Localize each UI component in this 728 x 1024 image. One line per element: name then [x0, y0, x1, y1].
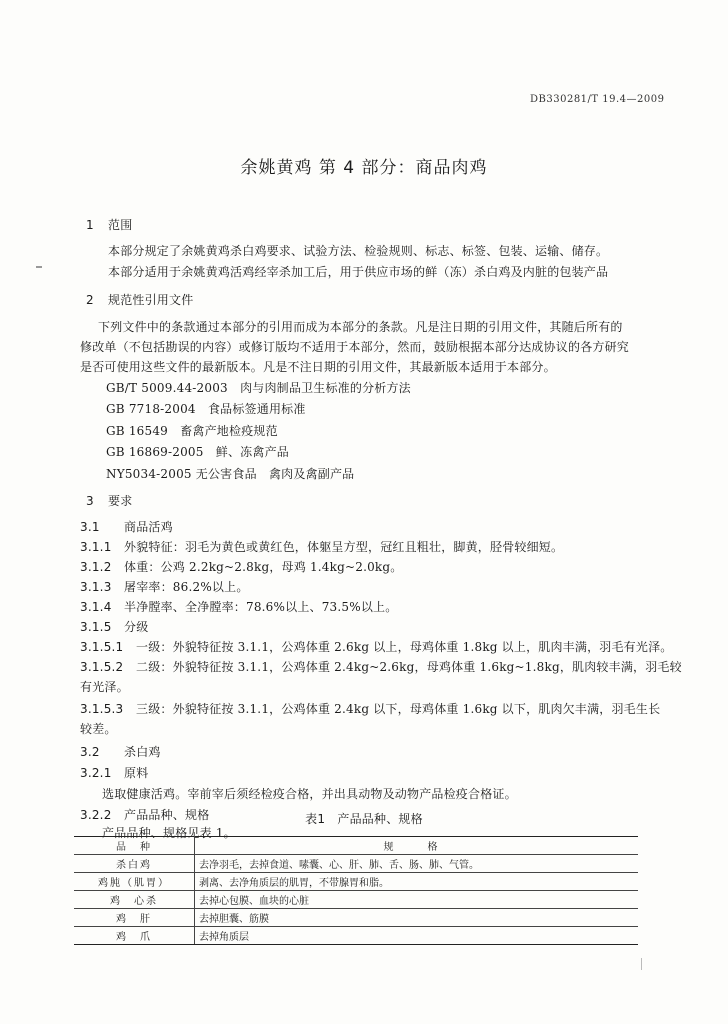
clause-3-2	[80, 745, 161, 759]
section-2-paragraph-line-1: 下列文件中的条款通过本部分的引用而成为本部分的条款。凡是注日期的引用文件，其随后所有的	[98, 320, 623, 334]
clause-text: 二级：外貌特征按 3.1.1，公鸡体重 2.4kg~2.6kg，母鸡体重 1.6kg~1.8kg，肌肉较丰满，羽毛较	[136, 660, 682, 674]
section-title: 规范性引用文件	[108, 293, 194, 307]
clause-3-1-5	[80, 620, 148, 634]
section-2-heading	[86, 293, 193, 307]
section-1-heading	[86, 218, 132, 232]
section-number: 2	[86, 293, 94, 307]
reference-item: GB/T 5009.44-2003 肉与肉制品卫生标准的分析方法	[106, 381, 411, 395]
clause-label: 原料	[124, 766, 149, 780]
clause-number: 3.1.4	[80, 600, 112, 614]
clause-label: 杀白鸡	[124, 745, 161, 759]
clause-text: 一级：外貌特征按 3.1.1，公鸡体重 2.6kg 以上，母鸡体重 1.8kg 以上，肌肉丰满，羽毛有光泽。	[136, 640, 673, 654]
clause-number: 3.1.3	[80, 580, 112, 594]
table-cell: 鸡 肝	[74, 909, 195, 927]
table-cell: 去净羽毛，去掉食道、嗉囊、心、肝、肺、舌、肠、肺、气管。	[195, 855, 639, 873]
clause-continuation: 有光泽。	[80, 680, 129, 694]
reference-item: GB 16869-2005 鲜、冻禽产品	[106, 445, 289, 459]
clause-number: 3.2.2	[80, 808, 112, 822]
clause-number: 3.1.5.2	[80, 660, 124, 674]
clause-3-1-5-1	[80, 640, 672, 654]
table-cell: 去掉胆囊、筋膜	[195, 909, 639, 927]
reference-item: GB 16549 畜禽产地检疫规范	[106, 424, 278, 438]
reference-item: NY5034-2005 无公害食品 禽肉及禽副产品	[106, 467, 355, 481]
table-cell: 去掉角质层	[195, 927, 639, 945]
table-row	[74, 909, 638, 927]
clause-number: 3.1.5.3	[80, 702, 124, 716]
clause-number: 3.1.1	[80, 540, 112, 554]
clause-text: 产品品种、规格见表 1。	[102, 826, 236, 840]
clause-text: 外貌特征：羽毛为黄色或黄红色，体躯呈方型，冠红且粗壮，脚黄，胫骨较细短。	[124, 540, 564, 554]
clause-label: 商品活鸡	[124, 520, 173, 534]
table-row	[74, 855, 638, 873]
scan-artifact	[641, 958, 642, 970]
section-number: 1	[86, 218, 94, 232]
section-3-heading	[86, 494, 132, 508]
section-2-paragraph-line-2: 修改单（不包括勘误的内容）或修订版均不适用于本部分，然而，鼓励根据本部分达成协议的各方研究	[80, 340, 630, 354]
section-1-paragraph-2: 本部分适用于余姚黄鸡活鸡经宰杀加工后，用于供应市场的鲜（冻）杀白鸡及内脏的包装产品	[108, 265, 609, 279]
table-row	[74, 927, 638, 945]
table-cell: 鸡肫（肌胃）	[74, 873, 195, 891]
clause-continuation: 较差。	[80, 722, 117, 736]
clause-3-1	[80, 520, 173, 534]
table-caption: 表1 产品品种、规格	[305, 812, 423, 826]
clause-number: 3.1.5.1	[80, 640, 124, 654]
clause-3-2-1	[80, 766, 148, 780]
clause-3-1-5-2	[80, 660, 682, 674]
table-cell: 去掉心包膜、血块的心脏	[195, 891, 639, 909]
clause-number: 3.2	[80, 745, 100, 759]
table-cell: 杀白鸡	[74, 855, 195, 873]
clause-number: 3.1	[80, 520, 100, 534]
table-cell: 鸡 心杀	[74, 891, 195, 909]
clause-label: 产品品种、规格	[124, 808, 210, 822]
clause-number: 3.1.5	[80, 620, 112, 634]
clause-3-1-3	[80, 580, 249, 594]
clause-text: 半净膛率、全净膛率：78.6%以上、73.5%以上。	[124, 600, 398, 614]
clause-text: 三级：外貌特征按 3.1.1，公鸡体重 2.4kg 以下，母鸡体重 1.6kg 以下，肌肉欠丰满，羽毛生长	[136, 702, 661, 716]
reference-item: GB 7718-2004 食品标签通用标准	[106, 402, 306, 416]
clause-3-1-2	[80, 560, 403, 574]
section-title: 范围	[108, 218, 133, 232]
section-1-paragraph-1: 本部分规定了余姚黄鸡杀白鸡要求、试验方法、检验规则、标志、标签、包装、运输、储存。	[108, 244, 609, 258]
spec-table	[74, 836, 638, 945]
table-row	[74, 891, 638, 909]
clause-3-1-5-3	[80, 702, 660, 716]
clause-text: 分级	[124, 620, 149, 634]
table-row	[74, 873, 638, 891]
table-cell: 剥离、去净角质层的肌胃，不带腺胃和脂。	[195, 873, 639, 891]
scan-margin-mark	[36, 266, 42, 268]
section-number: 3	[86, 494, 94, 508]
table-header-row	[74, 837, 638, 855]
clause-text: 选取健康活鸡。宰前宰后须经检疫合格，并出具动物及动物产品检疫合格证。	[102, 787, 517, 801]
clause-3-1-4	[80, 600, 397, 614]
clause-number: 3.1.2	[80, 560, 112, 574]
section-2-paragraph-line-3: 是否可使用这些文件的最新版本。凡是不注日期的引用文件，其最新版本适用于本部分。	[80, 360, 556, 374]
clause-text: 体重：公鸡 2.2kg~2.8kg，母鸡 1.4kg~2.0kg。	[124, 560, 403, 574]
header-cell-spec: 规 格	[195, 837, 639, 855]
document-title: 余姚黄鸡 第 4 部分：商品肉鸡	[240, 158, 488, 178]
table-cell: 鸡 爪	[74, 927, 195, 945]
section-title: 要求	[108, 494, 133, 508]
standard-code: DB330281/T 19.4—2009	[530, 94, 665, 105]
clause-number: 3.2.1	[80, 766, 112, 780]
clause-text: 屠宰率：86.2%以上。	[124, 580, 249, 594]
header-cell-variety: 品 种	[74, 837, 195, 855]
clause-3-1-1	[80, 540, 563, 554]
